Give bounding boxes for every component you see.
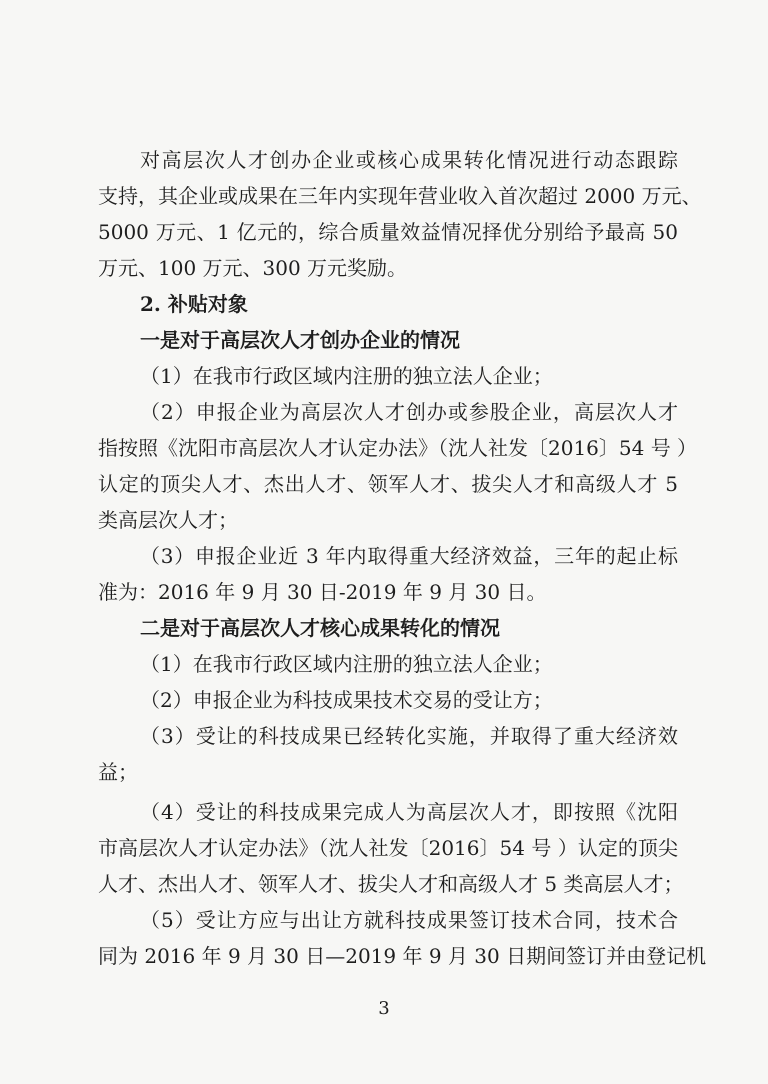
list-item-line: （4）受让的科技成果完成人为高层次人才，即按照《沈阳: [140, 800, 678, 824]
paragraph-line: 支持，其企业或成果在三年内实现年营业收入首次超过 2000 万元、: [98, 184, 702, 208]
list-item-line: 同为 2016 年 9 月 30 日—2019 年 9 月 30 日期间签订并由登记机: [98, 944, 707, 968]
list-item-line: 认定的顶尖人才、杰出人才、领军人才、拔尖人才和高级人才 5: [98, 472, 678, 496]
list-item-line: （3）申报企业近 3 年内取得重大经济效益，三年的起止标: [140, 544, 678, 568]
list-item-line: （3）受让的科技成果已经转化实施，并取得了重大经济效: [140, 724, 678, 748]
list-item-line: （1）在我市行政区域内注册的独立法人企业；: [140, 652, 553, 676]
list-item-line: （5）受让方应与出让方就科技成果签订技术合同，技术合: [140, 908, 678, 932]
list-item-line: 类高层次人才；: [98, 508, 238, 532]
list-item-line: 指按照《沈阳市高层次人才认定办法》（沈人社发〔2016〕54 号 ）: [98, 436, 698, 460]
section-heading: 2. 补贴对象: [140, 292, 248, 316]
list-item-line: 人才、杰出人才、领军人才、拔尖人才和高级人才 5 类高层人才；: [98, 872, 684, 896]
paragraph-line: 5000 万元、1 亿元的，综合质量效益情况择优分别给予最高 50: [98, 220, 678, 244]
list-item-line: （1）在我市行政区域内注册的独立法人企业；: [140, 364, 553, 388]
subsection-heading: 二是对于高层次人才核心成果转化的情况: [140, 616, 500, 640]
page-number: 3: [378, 998, 390, 1019]
list-item-line: （2）申报企业为高层次人才创办或参股企业，高层次人才: [140, 400, 678, 424]
list-item-line: （2）申报企业为科技成果技术交易的受让方；: [140, 688, 553, 712]
list-item-line: 准为：2016 年 9 月 30 日-2019 年 9 月 30 日。: [98, 580, 547, 604]
paragraph-line: 对高层次人才创办企业或核心成果转化情况进行动态跟踪: [140, 148, 678, 172]
paragraph-line: 万元、100 万元、300 万元奖励。: [98, 256, 408, 280]
list-item-line: 市高层次人才认定办法》（沈人社发〔2016〕54 号 ）认定的顶尖: [98, 836, 678, 860]
list-item-line: 益；: [98, 760, 138, 784]
subsection-heading: 一是对于高层次人才创办企业的情况: [140, 328, 460, 352]
